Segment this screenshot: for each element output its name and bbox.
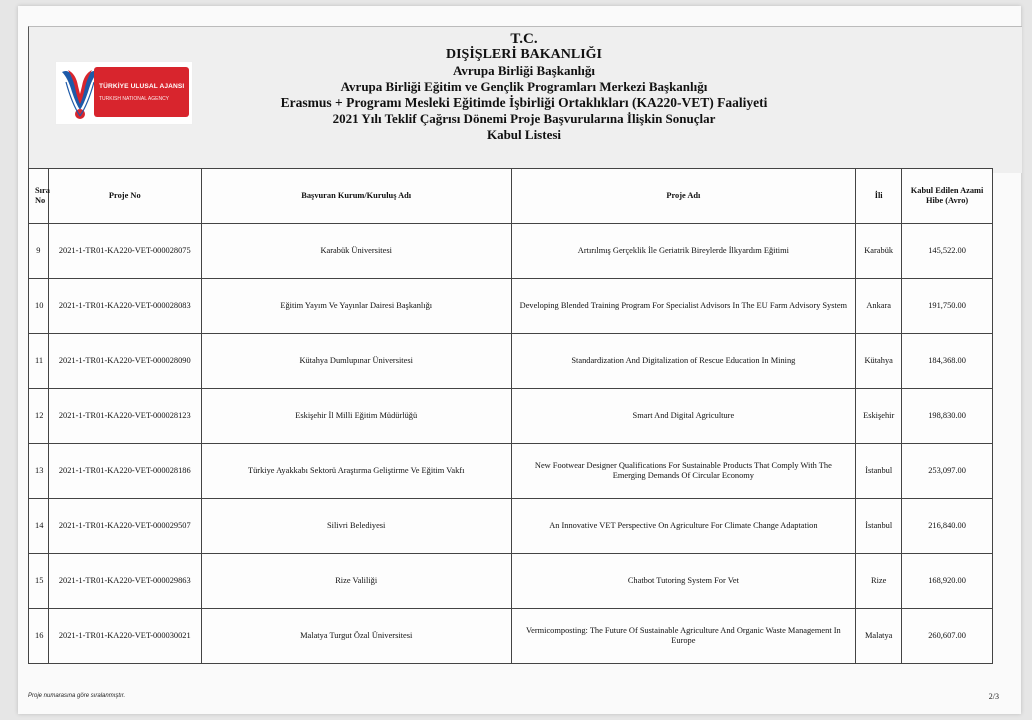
row-project-name: Standardization And Digitalization of Rescue Education In Mining	[511, 334, 856, 389]
column-header-grant: Kabul Edilen Azami Hibe (Avro)	[902, 169, 993, 224]
row-grant: 168,920.00	[902, 554, 993, 609]
column-header-city: İli	[856, 169, 902, 224]
document-header	[28, 26, 1022, 173]
title-eu-presidency: Avrupa Birliği Başkanlığı	[452, 63, 596, 78]
row-grant: 145,522.00	[902, 224, 993, 279]
row-order: 11	[29, 334, 49, 389]
column-header-project-name: Proje Adı	[511, 169, 856, 224]
logo-text-box	[94, 67, 189, 117]
row-applicant: Türkiye Ayakkabı Sektorü Araştırma Geliştirme Ve Eğitim Vakfı	[201, 444, 511, 499]
document-page	[18, 6, 1021, 714]
row-applicant: Eğitim Yayım Ve Yayınlar Dairesi Başkanlığı	[201, 279, 511, 334]
row-city: Karabük	[856, 224, 902, 279]
table-header-row	[29, 169, 993, 224]
page-number: 2/3	[988, 692, 999, 701]
row-grant: 191,750.00	[902, 279, 993, 334]
table-row	[29, 554, 993, 609]
row-project-no: 2021-1-TR01-KA220-VET-000030021	[48, 609, 201, 664]
column-header-project-no: Proje No	[48, 169, 201, 224]
table-row	[29, 444, 993, 499]
row-order: 16	[29, 609, 49, 664]
row-applicant: Kütahya Dumlupınar Üniversitesi	[201, 334, 511, 389]
row-project-name: Smart And Digital Agriculture	[511, 389, 856, 444]
row-project-name: New Footwear Designer Qualifications For Sustainable Products That Comply With The Emerging Demands Of Circular Economy	[511, 444, 856, 499]
row-project-name: Artırılmış Gerçeklik İle Geriatrik Bireylerde İlkyardım Eğitimi	[511, 224, 856, 279]
row-grant: 216,840.00	[902, 499, 993, 554]
document-title-block	[229, 31, 819, 143]
row-city: Kütahya	[856, 334, 902, 389]
row-grant: 184,368.00	[902, 334, 993, 389]
row-grant: 253,097.00	[902, 444, 993, 499]
table-row	[29, 389, 993, 444]
row-project-name: An Innovative VET Perspective On Agriculture For Climate Change Adaptation	[511, 499, 856, 554]
row-project-no: 2021-1-TR01-KA220-VET-000029507	[48, 499, 201, 554]
table-row	[29, 334, 993, 389]
row-applicant: Karabük Üniversitesi	[201, 224, 511, 279]
row-city: Ankara	[856, 279, 902, 334]
row-project-name: Vermicomposting: The Future Of Sustainable Agriculture And Organic Waste Management In Europe	[511, 609, 856, 664]
row-city: Eskişehir	[856, 389, 902, 444]
row-project-no: 2021-1-TR01-KA220-VET-000028075	[48, 224, 201, 279]
row-order: 14	[29, 499, 49, 554]
row-applicant: Malatya Turgut Özal Üniversitesi	[201, 609, 511, 664]
title-tc: T.C.	[510, 31, 538, 47]
logo-text-primary: TÜRKİYE ULUSAL AJANSI	[99, 83, 185, 90]
row-project-name: Chatbot Tutoring System For Vet	[511, 554, 856, 609]
row-grant: 198,830.00	[902, 389, 993, 444]
title-center: Avrupa Birliği Eğitim ve Gençlik Programları Merkezi Başkanlığı	[340, 79, 708, 94]
row-city: Malatya	[856, 609, 902, 664]
column-header-applicant: Başvuran Kurum/Kuruluş Adı	[201, 169, 511, 224]
row-applicant: Rize Valiliği	[201, 554, 511, 609]
row-project-no: 2021-1-TR01-KA220-VET-000028090	[48, 334, 201, 389]
row-city: İstanbul	[856, 499, 902, 554]
table-row	[29, 499, 993, 554]
row-order: 13	[29, 444, 49, 499]
row-order: 10	[29, 279, 49, 334]
row-project-no: 2021-1-TR01-KA220-VET-000028186	[48, 444, 201, 499]
logo-text-secondary: TURKISH NATIONAL AGENCY	[99, 96, 170, 102]
row-order: 9	[29, 224, 49, 279]
title-acceptance-list: Kabul Listesi	[486, 127, 562, 142]
national-agency-logo	[55, 61, 193, 125]
row-order: 12	[29, 389, 49, 444]
row-city: Rize	[856, 554, 902, 609]
row-grant: 260,607.00	[902, 609, 993, 664]
sort-order-note: Proje numarasına göre sıralanmıştır.	[28, 693, 126, 699]
title-call: 2021 Yılı Teklif Çağrısı Dönemi Proje Başvurularına İlişkin Sonuçlar	[332, 111, 716, 126]
row-city: İstanbul	[856, 444, 902, 499]
title-program: Erasmus + Programı Mesleki Eğitimde İşbirliği Ortaklıkları (KA220-VET) Faaliyeti	[280, 95, 768, 110]
row-applicant: Eskişehir İl Milli Eğitim Müdürlüğü	[201, 389, 511, 444]
title-ministry: DIŞİŞLERİ BAKANLIĞI	[446, 47, 602, 62]
row-project-no: 2021-1-TR01-KA220-VET-000028083	[48, 279, 201, 334]
row-project-name: Developing Blended Training Program For Specialist Advisors In The EU Farm Advisory System	[511, 279, 856, 334]
row-project-no: 2021-1-TR01-KA220-VET-000028123	[48, 389, 201, 444]
results-table	[28, 168, 993, 664]
row-applicant: Silivri Belediyesi	[201, 499, 511, 554]
row-project-no: 2021-1-TR01-KA220-VET-000029863	[48, 554, 201, 609]
column-header-order: Sıra No	[29, 169, 49, 224]
table-row	[29, 609, 993, 664]
table-row	[29, 224, 993, 279]
table-row	[29, 279, 993, 334]
row-order: 15	[29, 554, 49, 609]
